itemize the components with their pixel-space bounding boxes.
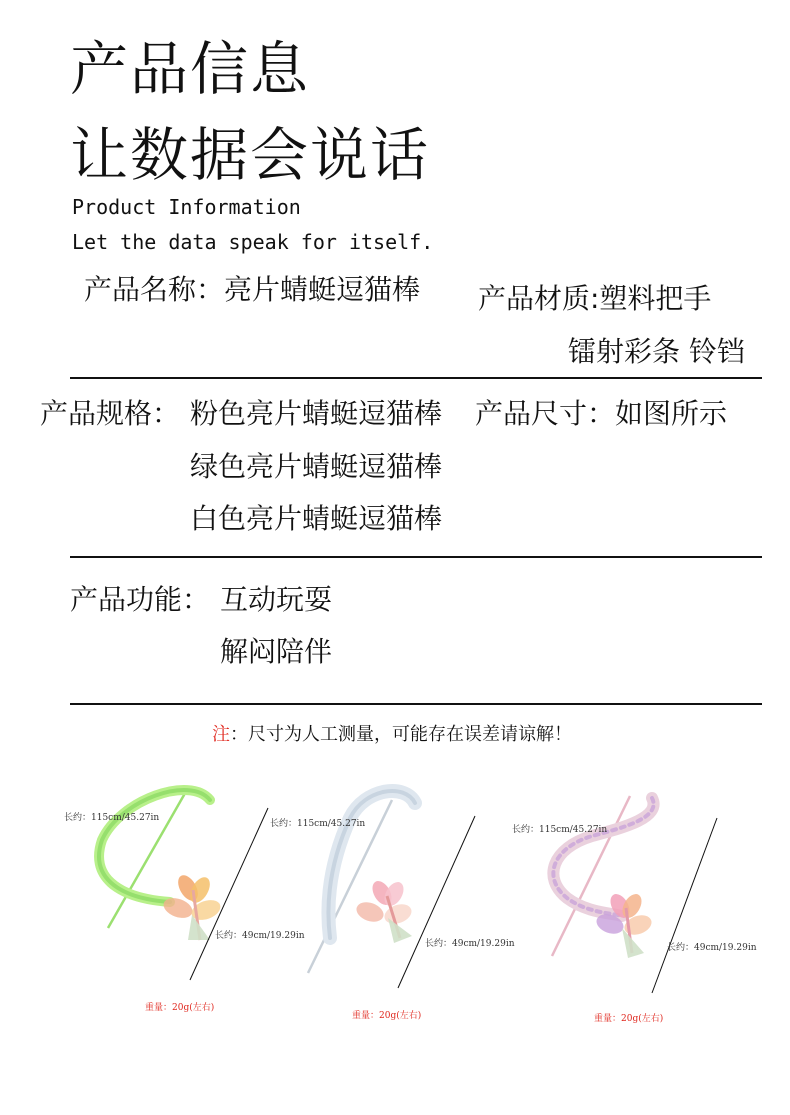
page-title: 产品信息 xyxy=(70,35,311,103)
product-size: 产品尺寸：如图所示 xyxy=(475,397,728,430)
subtitle-en-2: Let the data speak for itself. xyxy=(72,230,434,254)
divider xyxy=(70,556,762,558)
divider xyxy=(70,377,762,379)
product-image-green xyxy=(60,780,305,1020)
divider xyxy=(70,703,762,705)
product-image-pink xyxy=(512,788,762,1028)
spec-item-pink: 粉色亮片蜻蜓逗猫棒 xyxy=(190,397,443,430)
note-prefix: 注 xyxy=(212,724,230,745)
length-stick-label: 长约：49cm/19.29in xyxy=(425,939,515,949)
function-label: 产品功能： xyxy=(70,583,211,616)
function-item-play: 互动玩耍 xyxy=(220,583,333,616)
product-name: 产品名称：亮片蜻蜓逗猫棒 xyxy=(84,273,421,306)
product-image-white xyxy=(270,788,515,1028)
length-total-label: 长约：115cm/45.27in xyxy=(270,819,366,829)
spec-item-white: 白色亮片蜻蜓逗猫棒 xyxy=(190,502,443,535)
product-material-1: 产品材质:塑料把手 xyxy=(478,282,712,315)
spec-item-green: 绿色亮片蜻蜓逗猫棒 xyxy=(190,450,443,483)
subtitle-en-1: Product Information xyxy=(72,195,301,219)
weight-label: 重量：20g(左右) xyxy=(352,1011,422,1021)
note-text: ：尺寸为人工测量，可能存在误差请谅解！ xyxy=(230,724,572,745)
function-item-companion: 解闷陪伴 xyxy=(220,635,333,668)
length-total-label: 长约：115cm/45.27in xyxy=(64,813,160,823)
weight-label: 重量：20g(左右) xyxy=(594,1014,664,1024)
measurement-note xyxy=(212,720,572,746)
length-total-label: 长约：115cm/45.27in xyxy=(512,825,608,835)
spec-label: 产品规格： xyxy=(40,397,181,430)
page-slogan: 让数据会说话 xyxy=(70,121,431,189)
weight-label: 重量：20g(左右) xyxy=(145,1003,215,1013)
length-stick-label: 长约：49cm/19.29in xyxy=(215,931,305,941)
length-stick-label: 长约：49cm/19.29in xyxy=(667,943,757,953)
product-material-2: 镭射彩条 铃铛 xyxy=(568,335,745,368)
